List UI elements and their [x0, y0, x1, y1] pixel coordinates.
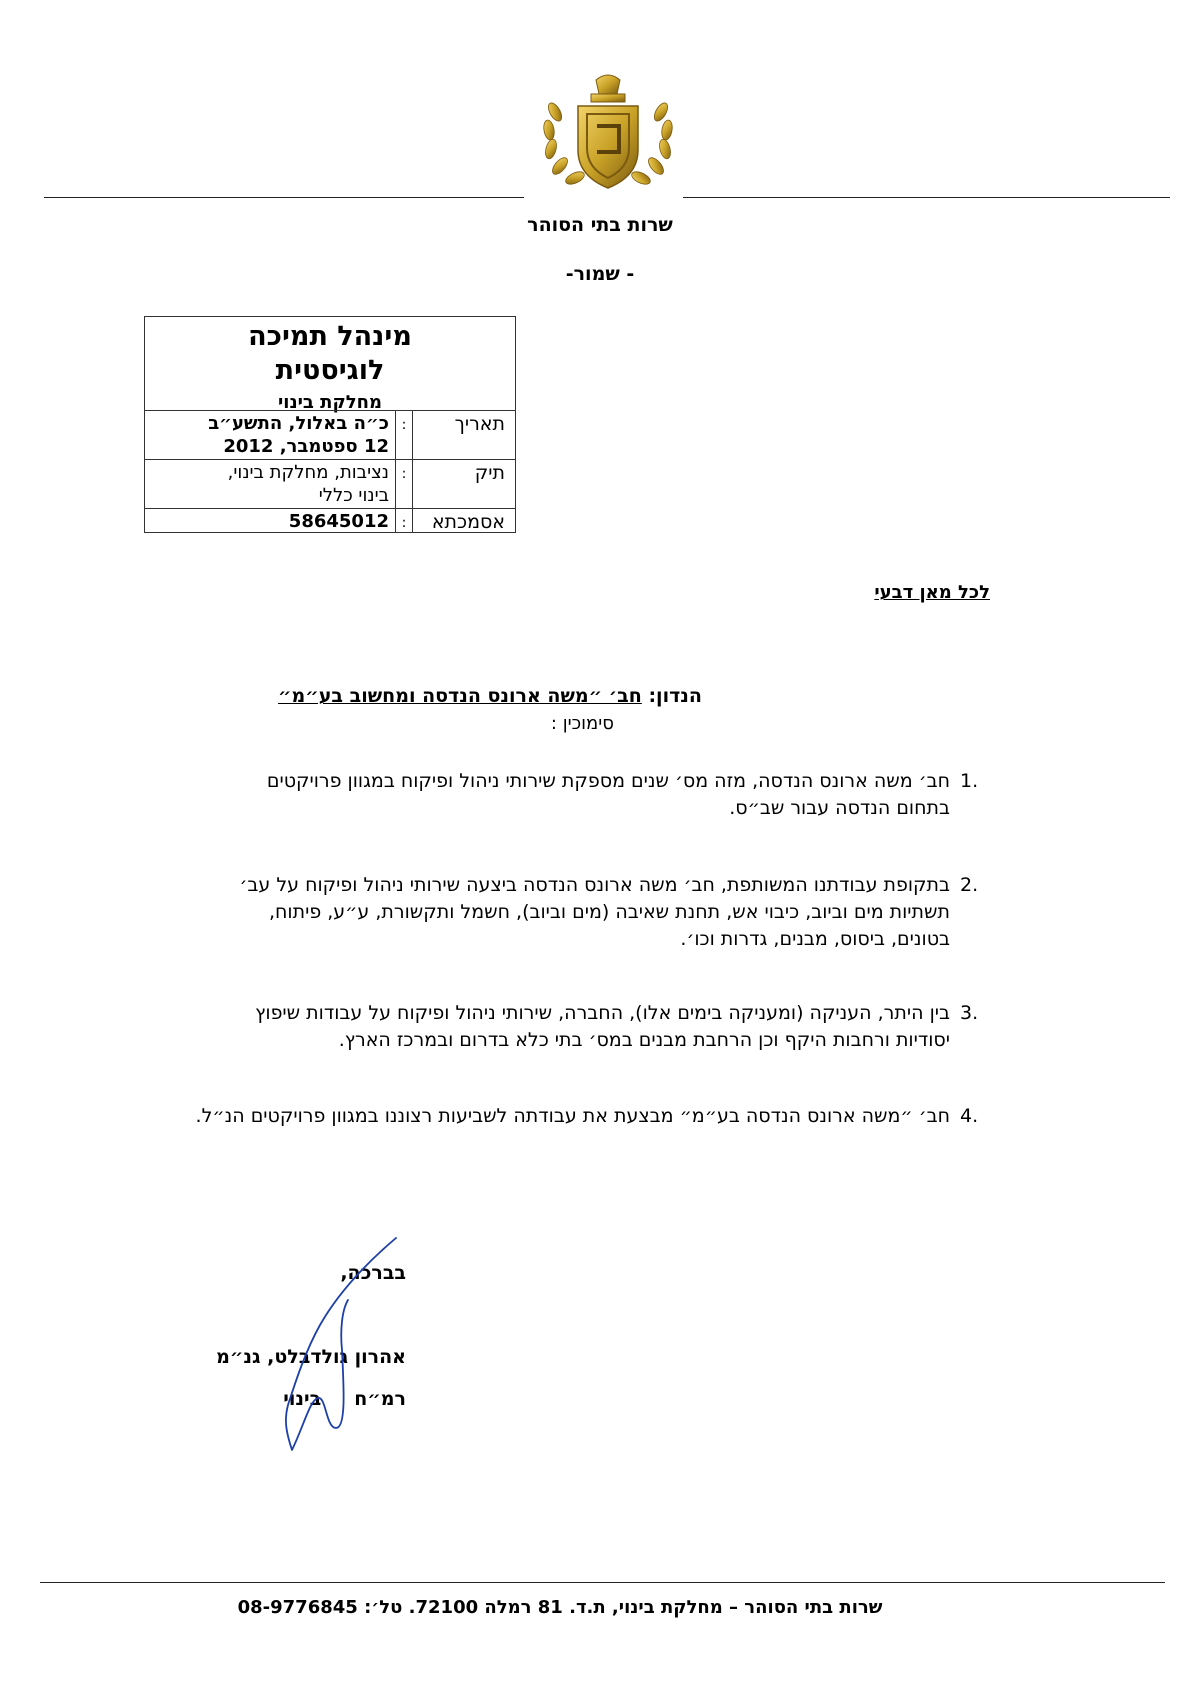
header-rule-left [44, 197, 524, 198]
box-department: מחלקת בינוי [277, 392, 382, 413]
paragraph-1 [140, 768, 990, 822]
file-row [145, 459, 515, 508]
date-label: תאריך [454, 413, 505, 435]
prison-service-emblem [533, 72, 683, 202]
file-value-line1: נציבות, מחלקת בינוי, [227, 462, 389, 483]
signer-title: רמ״ח בינוי [283, 1388, 406, 1410]
paragraph-number: 1. [960, 770, 979, 792]
letterhead-info-box [144, 316, 516, 533]
signer-name: אהרון גולדבלט, גנ״מ [216, 1346, 406, 1368]
handwritten-signature [270, 1230, 410, 1460]
paragraph-number: 3. [960, 1002, 979, 1024]
reference-colon: : [395, 509, 413, 533]
subject-line [200, 685, 780, 707]
reference-label: אסמכתא [431, 511, 505, 533]
reference-number: 58645012 [288, 511, 389, 532]
file-value-line2: בינוי כללי [318, 485, 389, 506]
date-value [145, 411, 393, 459]
paragraph-number: 4. [960, 1105, 979, 1127]
paragraph-number: 2. [960, 874, 979, 896]
paragraph-3 [140, 1000, 990, 1054]
header-rule-right [683, 197, 1170, 198]
org-name: שרות בתי הסוהר [527, 214, 673, 236]
date-gregorian: 12 ספטמבר, 2012 [223, 436, 389, 457]
paragraph-line: תשתיות מים וביוב, כיבוי אש, תחנת שאיבה (מים וביוב), חשמל ותקשורת, ע״ע, פיתוח, [268, 901, 950, 923]
paragraph-line: חב׳ ״משה ארונס הנדסה בע״מ״ מבצעת את עבודתה לשביעות רצוננו במגוון פרויקטים הנ״ל. [195, 1105, 950, 1127]
paragraph-line: בתחום הנדסה עבור שב״ס. [729, 797, 950, 819]
paragraph-4 [140, 1103, 990, 1130]
paragraph-line: בטונים, ביסוס, מבנים, גדרות וכו׳. [680, 928, 950, 950]
file-label: תיק [474, 462, 505, 484]
addressee: לכל מאן דבעי [874, 582, 990, 603]
box-title-line1: מינהל תמיכה [248, 321, 412, 352]
file-colon: : [395, 460, 413, 508]
subject-label: הנדון: [648, 685, 702, 707]
paragraph-line: בתקופת עבודתנו המשותפת, חב׳ משה ארונס הנדסה ביצעה שירותי ניהול ופיקוח על עב׳ [239, 874, 950, 896]
footer-address: שרות בתי הסוהר – מחלקת בינוי, ת.ד. 81 רמלה 72100. טל׳: 08-9776845 [237, 1597, 883, 1618]
paragraph-2 [140, 872, 990, 953]
reference-line: סימוכין : [550, 713, 614, 734]
reference-row [145, 508, 515, 533]
date-hebrew: כ״ה באלול, התשע״ב [208, 413, 389, 434]
date-row [145, 410, 515, 459]
footer-rule [40, 1582, 1165, 1583]
box-title-line2: לוגיסטית [275, 355, 385, 386]
file-value [145, 460, 393, 508]
subject-text: חב׳ ״משה ארונס הנדסה ומחשוב בע״מ״ [278, 685, 642, 707]
date-colon: : [395, 411, 413, 459]
paragraph-line: בין היתר, העניקה (ומעניקה בימים אלו), החברה, שירותי ניהול ופיקוח על עבודות שיפוץ [255, 1002, 950, 1024]
classification-label: - שמור- [565, 263, 635, 285]
paragraph-line: חב׳ משה ארונס הנדסה, מזה מס׳ שנים מספקת שירותי ניהול ופיקוח במגוון פרויקטים [266, 770, 950, 792]
closing-greeting: בברכה, [340, 1262, 406, 1284]
paragraph-line: יסודיות ורחבות היקף וכן הרחבת מבנים במס׳ בתי כלא בדרום ובמרכז הארץ. [338, 1029, 950, 1051]
